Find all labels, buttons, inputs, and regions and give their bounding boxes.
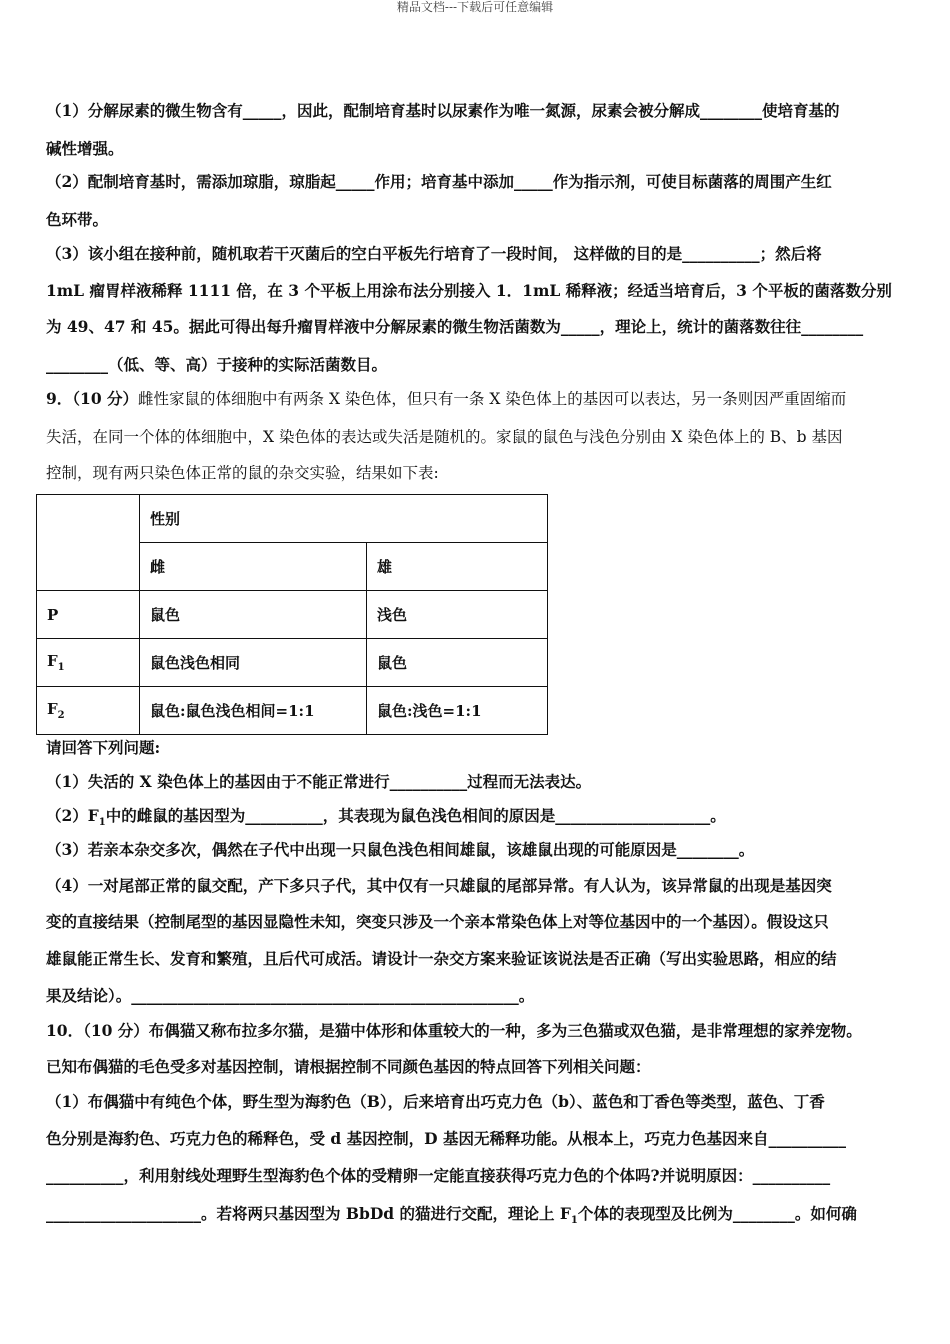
q8-part2-line1: （2）配制培育基时，需添加琼脂，琼脂起_____作用；培育基中添加_____作为指示剂，可使目标菌落的周围产生红 bbox=[46, 172, 832, 191]
q10-label: 10．（10 分） bbox=[46, 1021, 149, 1040]
male-cell: 鼠色 bbox=[367, 639, 548, 687]
row-label: $F_2$ bbox=[37, 687, 140, 735]
female-cell: 鼠色:鼠色浅色相间=1:1 bbox=[140, 687, 367, 735]
cross-result-table bbox=[36, 494, 548, 735]
q9-line1 bbox=[46, 389, 846, 409]
q9-part4-line2: 变的直接结果（控制尾型的基因显隐性未知，突变只涉及一个亲本常染色体上对等位基因中的一个基因）。假设这只 bbox=[46, 912, 829, 931]
q10-part1-line4: ____________________。若将两只基因型为 BbDd 的猫进行交配，理论上 $F_1$个体的表现型及比例为________。如何确 bbox=[46, 1204, 857, 1227]
table-corner-cell bbox=[37, 495, 140, 591]
q9-line3: 控制，现有两只染色体正常的鼠的杂交实验，结果如下表: bbox=[46, 464, 439, 482]
q8-part3-line1: （3）该小组在接种前，随机取若干灭菌后的空白平板先行培育了一段时间， 这样做的目的是__________；然后将 bbox=[46, 244, 822, 263]
q9-label: 9．（10 分） bbox=[46, 389, 139, 408]
q8-part3-line2: 1mL 瘤胃样液稀释 1111 倍，在 3 个平板上用涂布法分别接入 1．1mL 稀释液；经适当培育后，3 个平板的菌落数分别 bbox=[46, 281, 892, 300]
q9-text-1: 雌性家鼠的体细胞中有两条 X 染色体，但只有一条 X 染色体上的基因可以表达，另一条则因严重固缩而 bbox=[138, 390, 847, 408]
q10-line2: 已知布偶猫的毛色受多对基因控制，请根据控制不同颜色基因的特点回答下列相关问题： bbox=[46, 1057, 651, 1076]
q9-part4-line1: （4）一对尾部正常的鼠交配，产下多只子代，其中仅有一只雄鼠的尾部异常。有人认为，该异常鼠的出现是基因突 bbox=[46, 876, 832, 895]
q9-part3: （3）若亲本杂交多次，偶然在子代中出现一只鼠色浅色相间雄鼠，该雄鼠出现的可能原因是________。 bbox=[46, 840, 755, 859]
male-cell: 浅色 bbox=[367, 591, 548, 639]
q10-part1-line3: __________，利用射线处理野生型海豹色个体的受精卵一定能直接获得巧克力色的个体吗?并说明原因：__________ bbox=[46, 1166, 831, 1185]
row-label: $F_1$ bbox=[37, 639, 140, 687]
q10-part1-line2: 色分别是海豹色、巧克力色的稀释色，受 d 基因控制，D 基因无稀释功能。从根本上，巧克力色基因来自__________ bbox=[46, 1129, 846, 1148]
table-row bbox=[37, 591, 548, 639]
q9-part1: （1）失活的 X 染色体上的基因由于不能正常进行__________过程而无法表达。 bbox=[46, 772, 592, 791]
table-header-male: 雄 bbox=[367, 543, 548, 591]
male-cell: 鼠色:浅色=1:1 bbox=[367, 687, 548, 735]
female-cell: 鼠色浅色相同 bbox=[140, 639, 367, 687]
q8-part1-line2: 碱性增强。 bbox=[46, 139, 124, 158]
q8-part3-line4: ________（低、等、高）于接种的实际活菌数目。 bbox=[46, 355, 388, 374]
q8-part3-line3: 为 49、47 和 45。据此可得出每升瘤胃样液中分解尿素的微生物活菌数为_____，理论上，统计的菌落数往往________ bbox=[46, 317, 864, 336]
table-row bbox=[37, 687, 548, 735]
q9-line2: 失活，在同一个体的体细胞中，X 染色体的表达或失活是随机的。家鼠的鼠色与浅色分别由 X 染色体上的 B、b 基因 bbox=[46, 428, 843, 446]
q9-part4-line4: 果及结论）。__________________________________________________。 bbox=[46, 986, 535, 1005]
row-label: P bbox=[37, 591, 140, 639]
female-cell: 鼠色 bbox=[140, 591, 367, 639]
table-header-sex: 性别 bbox=[140, 495, 548, 543]
q10-text-1: 布偶猫又称布拉多尔猫，是猫中体形和体重较大的一种，多为三色猫或双色猫，是非常理想的家养宠物。 bbox=[148, 1021, 862, 1040]
q8-part1-line1: （1）分解尿素的微生物含有_____，因此，配制培育基时以尿素作为唯一氮源，尿素会被分解成________使培育基的 bbox=[46, 101, 840, 120]
q10-part1-line1: （1）布偶猫中有纯色个体，野生型为海豹色（B），后来培育出巧克力色（b）、蓝色和丁香色等类型，蓝色、丁香 bbox=[46, 1092, 825, 1111]
page-header: 精品文档---下载后可任意编辑 bbox=[396, 0, 554, 14]
q9-part4-line3: 雄鼠能正常生长、发育和繁殖，且后代可成活。请设计一杂交方案来验证该说法是否正确（写出实验思路，相应的结 bbox=[46, 949, 837, 968]
table-row bbox=[37, 639, 548, 687]
q9-part2: $(2)F_1$中的雌鼠的基因型为__________，其表现为鼠色浅色相间的原因是____________________。 bbox=[46, 806, 726, 829]
question-prompt: 请回答下列问题: bbox=[46, 738, 161, 757]
table-header-female: 雌 bbox=[140, 543, 367, 591]
q10-line1 bbox=[46, 1021, 862, 1041]
q8-part2-line2: 色环带。 bbox=[46, 210, 109, 229]
